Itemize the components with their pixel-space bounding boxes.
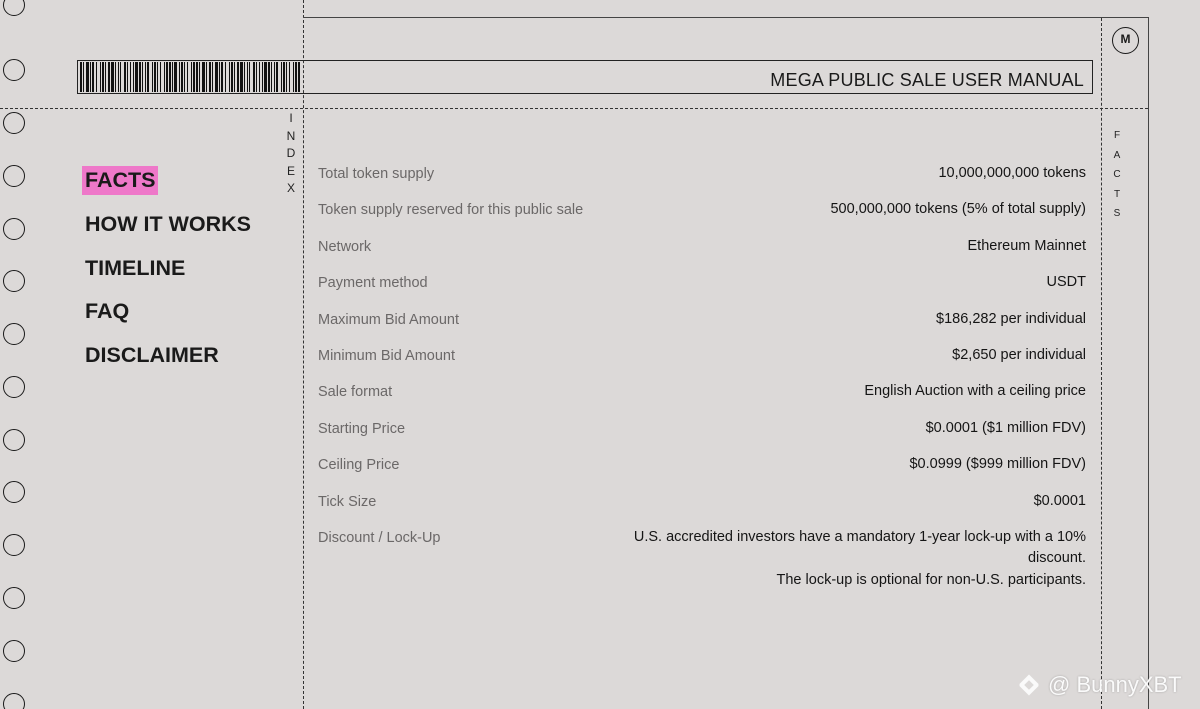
fact-label: Total token supply — [318, 166, 435, 182]
fact-value — [864, 381, 1086, 403]
index-letter: D — [286, 146, 296, 160]
fact-label: Starting Price — [318, 420, 406, 437]
binder-hole — [3, 323, 25, 345]
index-letter: X — [286, 181, 295, 195]
watermark — [1016, 670, 1182, 700]
fact-value-line: $186,282 per individual — [936, 310, 1086, 327]
fact-value — [909, 454, 1086, 476]
fact-label: Sale format — [318, 384, 393, 401]
fact-row — [318, 156, 1086, 192]
facts-letter: T — [1113, 188, 1121, 200]
index-nav — [82, 166, 254, 385]
fact-value-line: Ethereum Mainnet — [967, 237, 1086, 254]
nav-item-disclaimer[interactable]: DISCLAIMER — [85, 343, 219, 368]
binder-hole — [3, 376, 25, 398]
binder-hole — [3, 270, 25, 292]
fact-value — [936, 309, 1086, 331]
nav-item-facts[interactable]: FACTS — [82, 166, 158, 195]
fact-value-line: U.S. accredited investors have a mandatory 1-year lock-up with a 10% — [633, 528, 1086, 545]
binder-hole — [3, 59, 25, 81]
fact-row — [318, 229, 1086, 265]
fact-value-line: discount. — [1027, 550, 1086, 567]
fact-row — [318, 265, 1086, 301]
fact-row — [318, 447, 1086, 483]
fact-value — [634, 527, 1086, 592]
fact-row — [318, 484, 1086, 520]
fact-value-line: $0.0001 ($1 million FDV) — [925, 419, 1086, 436]
fact-label: Minimum Bid Amount — [318, 347, 455, 364]
binder-hole — [3, 587, 25, 609]
fact-value — [1034, 491, 1086, 513]
top-border — [303, 17, 1149, 18]
barcode-icon — [79, 62, 303, 92]
binder-holes — [3, 0, 27, 709]
facts-letter: S — [1113, 208, 1121, 219]
facts-letter: F — [1113, 130, 1121, 141]
fact-value-line: USDT — [1046, 274, 1086, 291]
nav-item-timeline[interactable]: TIMELINE — [85, 255, 186, 280]
binder-hole — [3, 429, 25, 451]
fact-row — [318, 411, 1086, 447]
fact-value-line: The lock-up is optional for non-U.S. participants. — [776, 571, 1086, 588]
facts-table — [318, 156, 1086, 591]
fact-label: Discount / Lock-Up — [318, 529, 441, 546]
fact-value-line: $0.0001 — [1033, 492, 1086, 509]
index-letter: E — [286, 163, 295, 178]
page-title: MEGA PUBLIC SALE USER MANUAL — [770, 70, 1084, 90]
fact-value — [1047, 272, 1086, 294]
fact-value-line: $2,650 per individual — [952, 346, 1086, 363]
fact-row — [318, 520, 1086, 592]
index-letter: N — [286, 128, 296, 143]
fact-label: Ceiling Price — [318, 457, 400, 474]
nav-item-how-it-works[interactable]: HOW IT WORKS — [85, 211, 252, 236]
nav-item-faq[interactable]: FAQ — [85, 299, 130, 324]
index-vertical-label — [284, 110, 298, 198]
fact-label: Payment method — [318, 275, 428, 292]
logo-icon: M — [1112, 27, 1139, 54]
binder-hole — [3, 640, 25, 662]
fact-value-line: $0.0999 ($999 million FDV) — [909, 456, 1086, 473]
fact-value-line: 10,000,000,000 tokens — [938, 165, 1086, 181]
binder-hole — [3, 481, 25, 503]
facts-letter: C — [1113, 169, 1121, 180]
binder-hole — [3, 165, 25, 187]
header-divider — [0, 108, 1148, 109]
binder-hole — [3, 0, 25, 16]
right-divider — [1101, 18, 1102, 709]
fact-row — [318, 374, 1086, 410]
fact-row — [318, 302, 1086, 338]
fact-label: Token supply reserved for this public sale — [318, 202, 584, 219]
fact-value — [968, 236, 1086, 258]
index-letter: I — [289, 111, 293, 125]
fact-value — [952, 345, 1086, 367]
fact-value — [938, 163, 1086, 185]
watermark-text: @ BunnyXBT — [1048, 672, 1182, 697]
facts-vertical-label — [1110, 126, 1124, 224]
binder-hole — [3, 693, 25, 709]
fact-row — [318, 192, 1086, 228]
right-border — [1148, 17, 1149, 709]
binder-hole — [3, 218, 25, 240]
facts-letter: A — [1113, 149, 1121, 161]
index-divider — [303, 0, 304, 709]
fact-row — [318, 338, 1086, 374]
fact-label: Maximum Bid Amount — [318, 311, 460, 328]
fact-value-line: English Auction with a ceiling price — [864, 383, 1086, 400]
fact-label: Network — [318, 238, 372, 255]
fact-value-line: 500,000,000 tokens (5% of total supply) — [830, 201, 1086, 218]
binance-diamond-icon — [1016, 672, 1042, 698]
fact-value — [830, 199, 1086, 221]
fact-value — [926, 418, 1086, 440]
fact-label: Tick Size — [318, 493, 377, 510]
binder-hole — [3, 112, 25, 134]
binder-hole — [3, 534, 25, 556]
